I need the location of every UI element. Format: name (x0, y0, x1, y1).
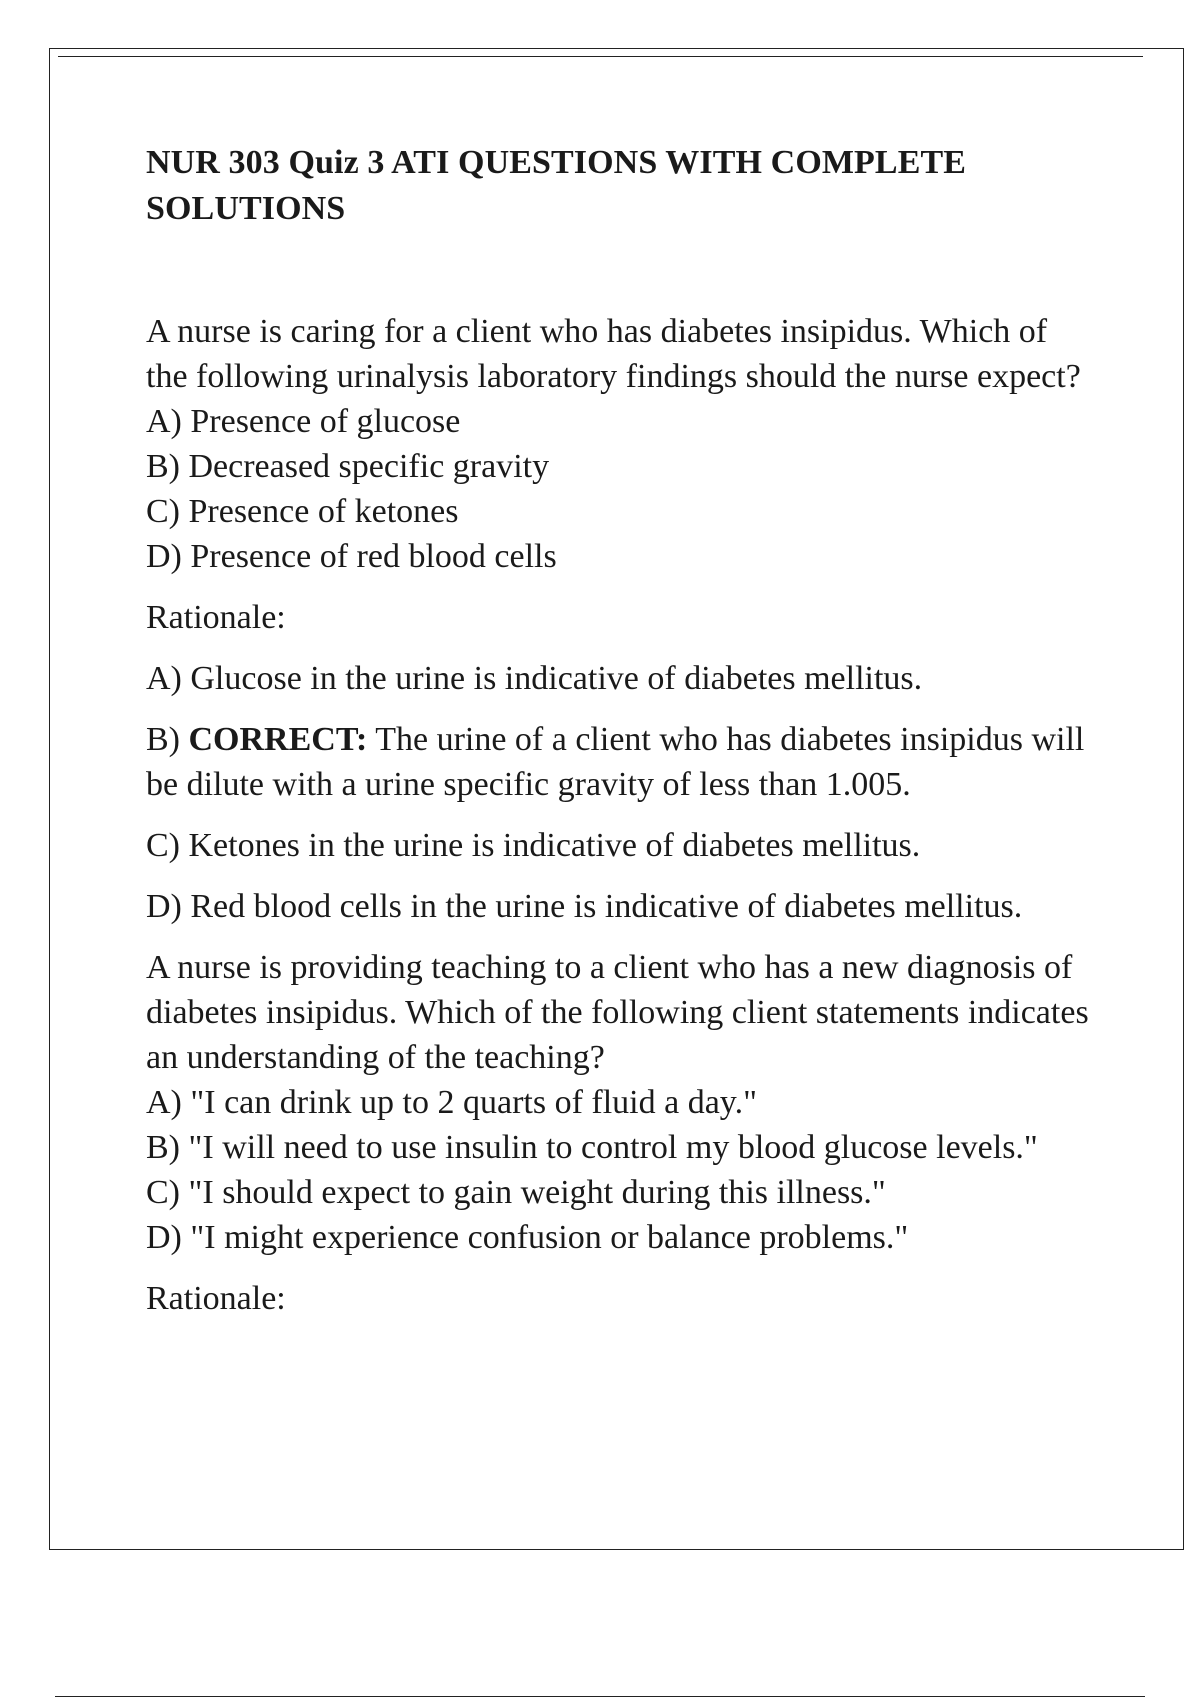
document-content (146, 140, 1096, 1321)
top-rule (58, 56, 1143, 57)
correct-tag: CORRECT: (188, 721, 368, 758)
rationale-b-text: The urine of a client who has diabetes insipidus will be dilute with a urine specific gravity of less than 1.005. (146, 721, 1085, 803)
bottom-rule (55, 1696, 1145, 1697)
document-title: NUR 303 Quiz 3 ATI QUESTIONS WITH COMPLETE SOLUTIONS (146, 144, 967, 227)
question-1-option-c: C) Presence of ketones (146, 493, 459, 530)
question-2-rationale-label: Rationale: (146, 1280, 286, 1317)
rationale-b-prefix: B) (146, 721, 189, 758)
question-2-option-b: B) "I will need to use insulin to control my blood glucose levels." (146, 1129, 1038, 1166)
question-1-rationale-d: D) Red blood cells in the urine is indicative of diabetes mellitus. (146, 888, 1023, 925)
question-1-option-d: D) Presence of red blood cells (146, 538, 557, 575)
question-2-option-c: C) "I should expect to gain weight during this illness." (146, 1174, 886, 1211)
question-1-option-a: A) Presence of glucose (146, 403, 461, 440)
question-1-rationale-label: Rationale: (146, 599, 286, 636)
question-2-option-d: D) "I might experience confusion or balance problems." (146, 1219, 909, 1256)
question-1-rationale-c: C) Ketones in the urine is indicative of diabetes mellitus. (146, 827, 921, 864)
question-2-stem: A nurse is providing teaching to a client who has a new diagnosis of diabetes insipidus. Which of the following client statements indicates an understanding of the teaching? (146, 949, 1089, 1076)
question-1-rationale-a: A) Glucose in the urine is indicative of diabetes mellitus. (146, 660, 923, 697)
question-1-option-b: B) Decreased specific gravity (146, 448, 550, 485)
question-2-option-a: A) "I can drink up to 2 quarts of fluid a day." (146, 1084, 757, 1121)
question-1-rationale-b (146, 717, 1096, 807)
question-1-stem: A nurse is caring for a client who has diabetes insipidus. Which of the following urinalysis laboratory findings should the nurse expect? (146, 313, 1081, 395)
